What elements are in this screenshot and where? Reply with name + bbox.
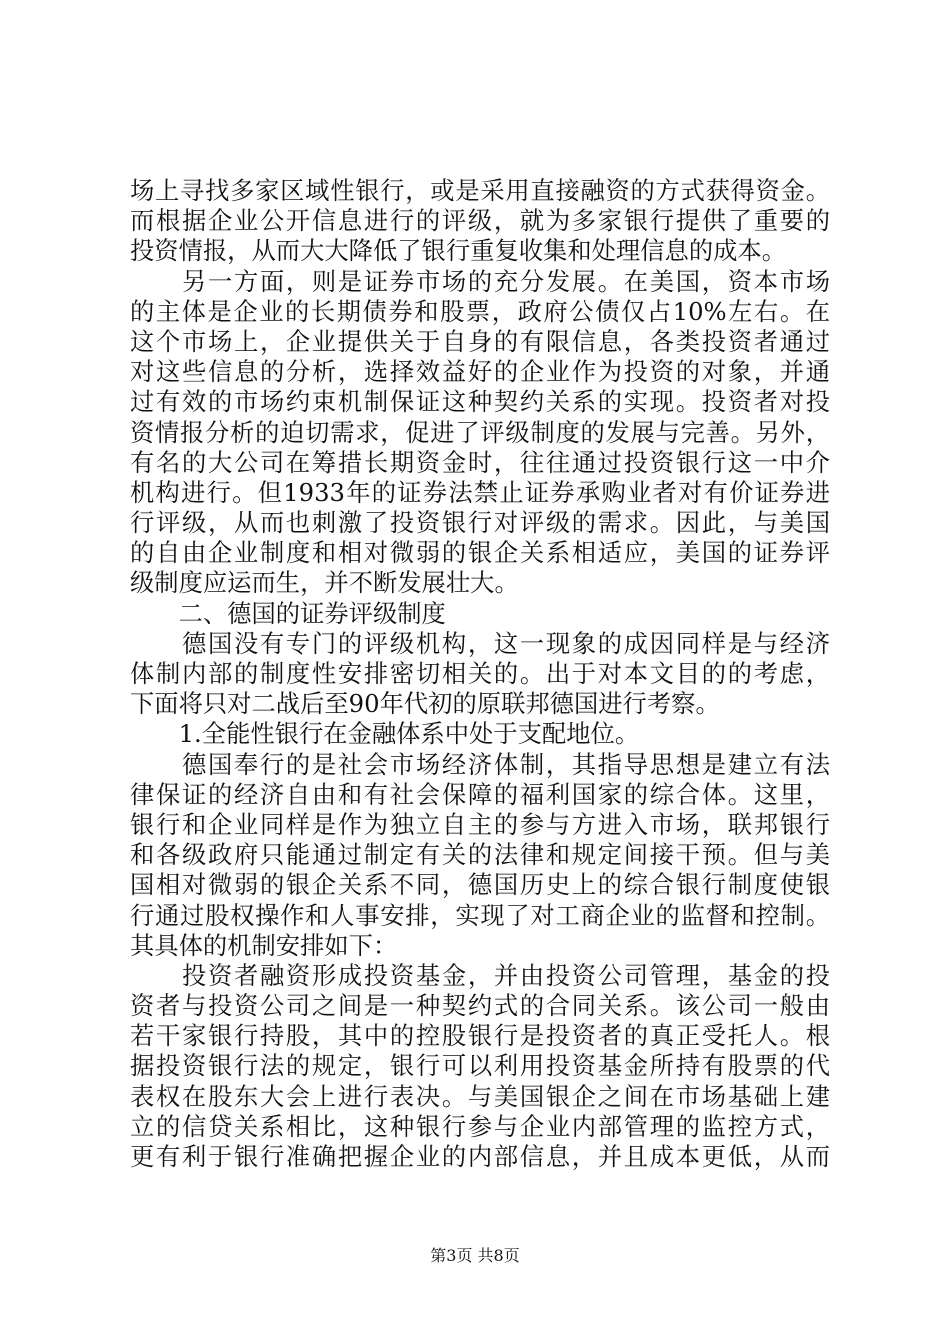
text-line: 德国没有专门的评级机构，这一现象的成因同样是与经济 [130, 628, 830, 658]
text-line: 机构进行。但1933年的证券法禁止证券承购业者对有价证券进 [130, 477, 830, 507]
text-line: 投资情报，从而大大降低了银行重复收集和处理信息的成本。 [130, 236, 787, 266]
text-line: 资情报分析的迫切需求，促进了评级制度的发展与完善。另外， [130, 417, 830, 447]
text-line: 表权在股东大会上进行表决。与美国银企之间在市场基础上建 [130, 1081, 830, 1111]
text-line: 另一方面，则是证券市场的充分发展。在美国，资本市场 [130, 266, 830, 296]
section-heading-line: 二、德国的证券评级制度 [130, 598, 446, 628]
text-line: 德国奉行的是社会市场经济体制，其指导思想是建立有法 [130, 749, 830, 779]
text-line: 更有利于银行准确把握企业的内部信息，并且成本更低，从而 [130, 1142, 830, 1171]
text-line: 律保证的经济自由和有社会保障的福利国家的综合体。这里， [130, 779, 830, 809]
text-line: 和各级政府只能通过制定有关的法律和规定间接干预。但与美 [130, 840, 830, 870]
text-line: 其具体的机制安排如下： [130, 930, 398, 960]
text-line: 下面将只对二战后至90年代初的原联邦德国进行考察。 [130, 689, 720, 719]
text-line: 据投资银行法的规定，银行可以利用投资基金所持有股票的代 [130, 1051, 830, 1081]
text-line: 国相对微弱的银企关系不同，德国历史上的综合银行制度使银 [130, 870, 830, 900]
text-line: 行评级，从而也刺激了投资银行对评级的需求。因此，与美国 [130, 508, 830, 538]
text-line: 对这些信息的分析，选择效益好的企业作为投资的对象，并通 [130, 357, 830, 387]
text-line: 有名的大公司在筹措长期资金时，往往通过投资银行这一中介 [130, 447, 830, 477]
text-line: 过有效的市场约束机制保证这种契约关系的实现。投资者对投 [130, 387, 830, 417]
text-line: 行通过股权操作和人事安排，实现了对工商企业的监督和控制。 [130, 900, 830, 930]
page-footer: 第3页 共8页 [430, 1246, 520, 1265]
text-line: 的自由企业制度和相对微弱的银企关系相适应，美国的证券评 [130, 538, 830, 568]
text-line: 体制内部的制度性安排密切相关的。出于对本文目的的考虑， [130, 659, 830, 688]
text-line: 资者与投资公司之间是一种契约式的合同关系。该公司一般由 [130, 991, 830, 1021]
text-line: 投资者融资形成投资基金，并由投资公司管理，基金的投 [130, 960, 830, 990]
text-line: 级制度应运而生，并不断发展壮大。 [130, 568, 519, 598]
text-line: 立的信贷关系相比，这种银行参与企业内部管理的监控方式， [130, 1111, 830, 1141]
text-line: 若干家银行持股，其中的控股银行是投资者的真正受托人。根 [130, 1021, 830, 1051]
document-body [130, 176, 830, 1172]
text-line: 这个市场上，企业提供关于自身的有限信息，各类投资者通过 [130, 326, 830, 356]
text-line: 场上寻找多家区域性银行，或是采用直接融资的方式获得资金。 [130, 176, 830, 205]
section-heading-line: 1.全能性银行在金融体系中处于支配地位。 [130, 719, 640, 749]
text-line: 银行和企业同样是作为独立自主的参与方进入市场，联邦银行 [130, 809, 830, 839]
text-line: 的主体是企业的长期债券和股票，政府公债仅占10%左右。在 [130, 296, 830, 326]
text-line: 而根据企业公开信息进行的评级，就为多家银行提供了重要的 [130, 206, 830, 236]
